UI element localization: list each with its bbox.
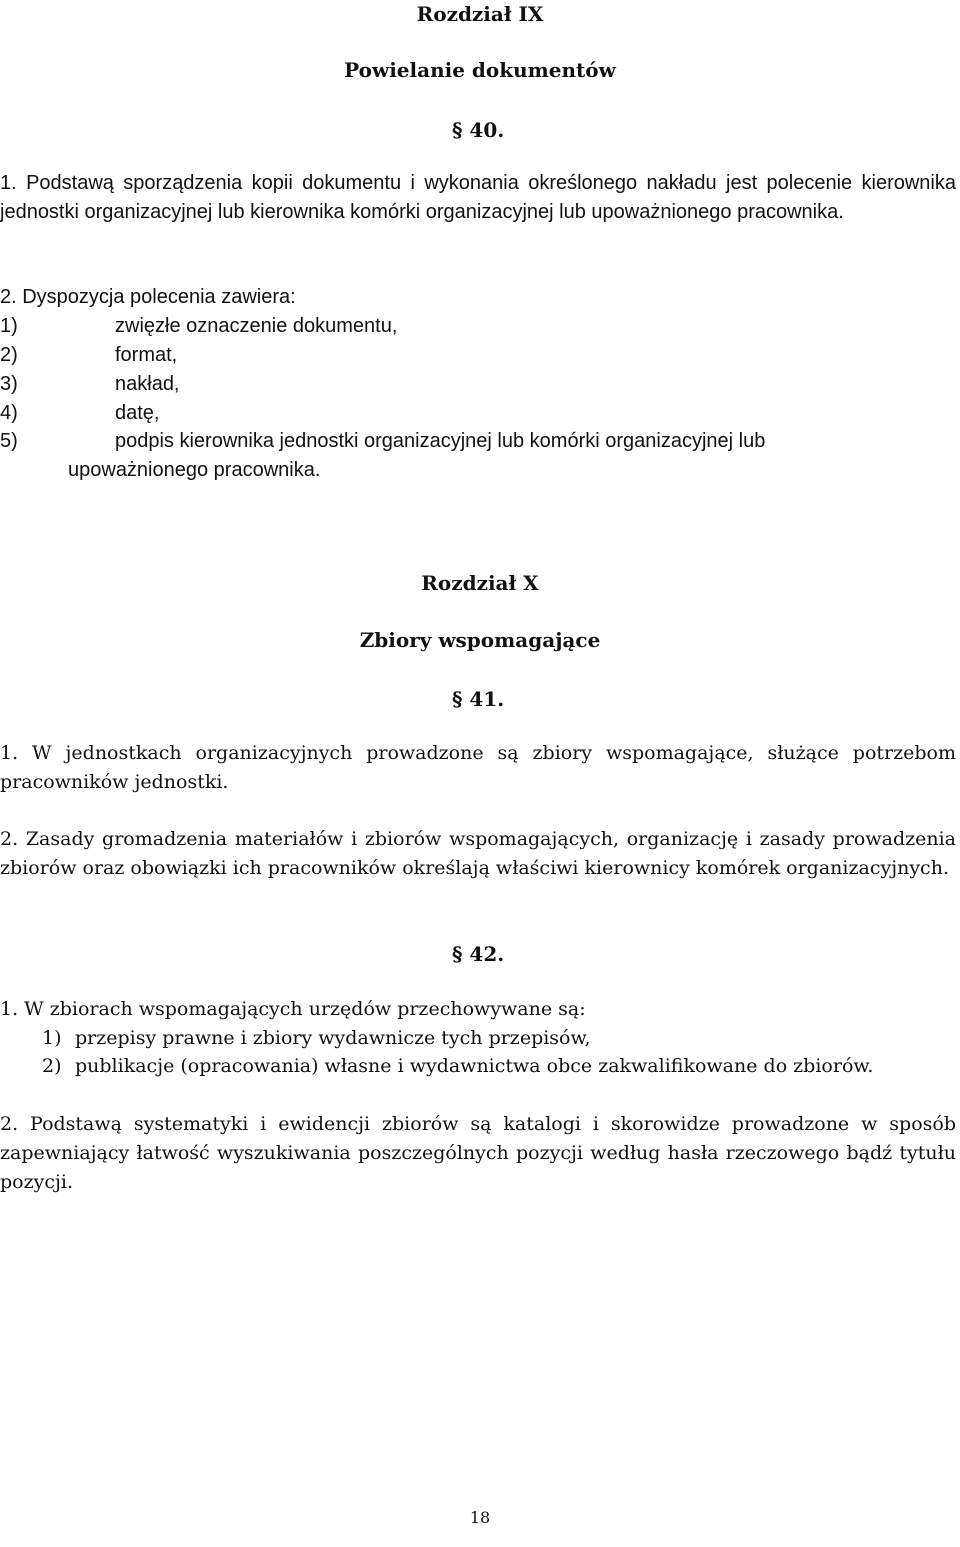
list-text: podpis kierownika jednostki organizacyjnej lub komórki organizacyjnej lub: [115, 430, 766, 452]
list-number: 4): [0, 402, 18, 424]
list-number: 3): [0, 373, 18, 395]
list-text: datę,: [115, 402, 160, 424]
section-40-list-item-2: [0, 341, 900, 370]
section-40-list-item-1: [0, 312, 900, 341]
list-number: 1): [42, 1027, 62, 1049]
chapter-10-title: Rozdział X: [421, 571, 539, 595]
page-number: 18: [469, 1508, 491, 1527]
list-number: 1): [0, 315, 18, 337]
list-number: 2): [42, 1055, 62, 1077]
section-42-label: § 42.: [452, 942, 505, 966]
chapter-9-subtitle: Powielanie dokumentów: [344, 58, 616, 82]
chapter-10-subtitle: Zbiory wspomagające: [359, 628, 601, 652]
section-42-paragraph-1: 1. W zbiorach wspomagających urzędów przechowywane są:: [0, 998, 586, 1020]
section-41-paragraph-1: 1. W jednostkach organizacyjnych prowadzone są zbiory wspomagające, służące potrzebom pracowników jednostki.: [0, 742, 956, 793]
section-40-label: § 40.: [452, 118, 505, 142]
section-40-paragraph-2: 2. Dyspozycja polecenia zawiera:: [0, 286, 296, 308]
section-42-paragraph-2: 2. Podstawą systematyki i ewidencji zbiorów są katalogi i skorowidze prowadzone w sposób zapewniający łatwość wyszukiwania poszczególnych pozycji według hasła rzeczowego bądź tytułu pozycji.: [0, 1113, 956, 1193]
section-40-list-item-5-continuation: upoważnionego pracownika.: [68, 459, 321, 481]
section-42-list-item-1: [0, 1024, 940, 1053]
list-text: publikacje (opracowania) własne i wydawnictwa obce zakwalifikowane do zbiorów.: [75, 1055, 874, 1077]
section-40-paragraph-1: 1. Podstawą sporządzenia kopii dokumentu i wykonania określonego nakładu jest polecenie kierownika jednostki organizacyjnej lub kierownika komórki organizacyjnej lub upoważnionego pracownika.: [0, 172, 956, 223]
chapter-9-title: Rozdział IX: [416, 2, 544, 26]
section-41-label: § 41.: [452, 687, 505, 711]
list-text: nakład,: [115, 373, 180, 395]
list-number: 2): [0, 344, 18, 366]
section-40-list-item-5: [0, 427, 940, 456]
list-text: przepisy prawne i zbiory wydawnicze tych przepisów,: [75, 1027, 591, 1049]
section-41-paragraph-2: 2. Zasady gromadzenia materiałów i zbiorów wspomagających, organizację i zasady prowadzenia zbiorów oraz obowiązki ich pracowników określają właściwi kierownicy komórek organizacyjnych.: [0, 828, 956, 879]
section-40-list-item-3: [0, 370, 900, 399]
section-40-list-item-4: [0, 399, 900, 428]
list-text: format,: [115, 344, 178, 366]
list-number: 5): [0, 430, 18, 452]
section-42-list-item-2: [0, 1052, 940, 1081]
list-text: zwięzłe oznaczenie dokumentu,: [115, 315, 398, 337]
